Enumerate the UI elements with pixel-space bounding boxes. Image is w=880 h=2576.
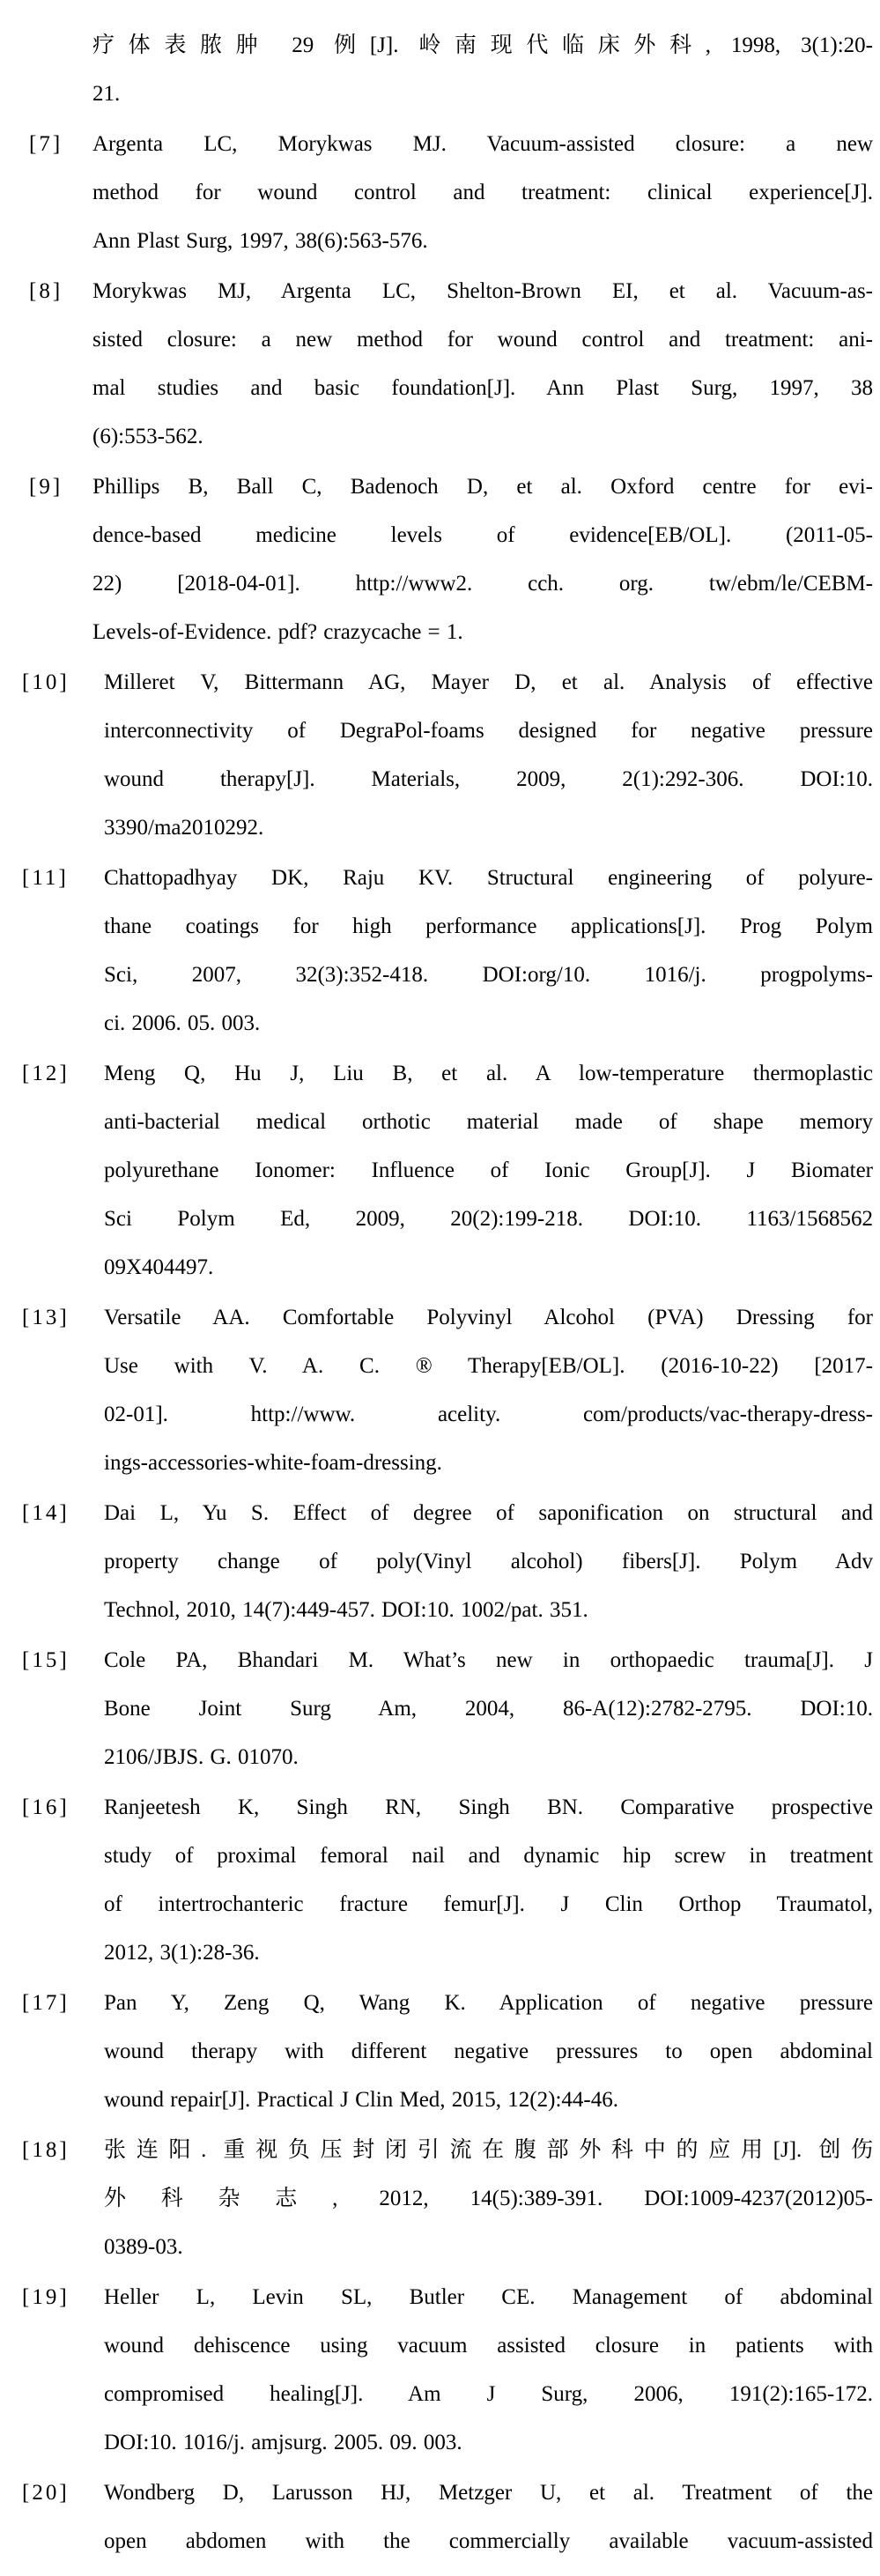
reference-line: 疗体表脓肿 29 例[J]. 岭南现代临床外科, 1998, 3(1):20- xyxy=(92,33,873,57)
reference-entry-14 xyxy=(0,1489,873,1634)
reference-text xyxy=(104,1049,873,1292)
reference-line: Wondberg D, Larusson HJ, Metzger U, et al. Treatment of the xyxy=(104,2481,873,2505)
reference-line: Use with V. A. C. ® Therapy[EB/OL]. (2016-10-22) [2017- xyxy=(104,1354,873,1378)
reference-line: 21. xyxy=(92,82,121,106)
reference-line: Milleret V, Bittermann AG, Mayer D, et al. Analysis of effective xyxy=(104,670,873,694)
reference-entry-20 xyxy=(0,2469,873,2565)
reference-number: [14] xyxy=(22,1501,70,1525)
reference-text xyxy=(104,2126,873,2271)
reference-line: Chattopadhyay DK, Raju KV. Structural engineering of polyure- xyxy=(104,866,873,890)
reference-line: polyurethane Ionomer: Influence of Ionic Group[J]. J Biomater xyxy=(104,1158,873,1182)
reference-number: [15] xyxy=(22,1648,70,1672)
reference-line: Versatile AA. Comfortable Polyvinyl Alcohol (PVA) Dressing for xyxy=(104,1306,873,1329)
reference-line: ci. 2006. 05. 003. xyxy=(104,1011,261,1035)
reference-line: Sci Polym Ed, 2009, 20(2):199-218. DOI:10. 1163/1568562 xyxy=(104,1207,873,1231)
reference-line: Phillips B, Ball C, Badenoch D, et al. Oxford centre for evi- xyxy=(92,475,873,499)
reference-entry-11 xyxy=(0,854,873,1047)
reference-number: [16] xyxy=(22,1795,70,1819)
reference-number: [10] xyxy=(22,670,70,694)
reference-line: 2012, 3(1):28-36. xyxy=(104,1941,260,1965)
reference-line: Ann Plast Surg, 1997, 38(6):563-576. xyxy=(92,229,428,253)
reference-number: [9] xyxy=(29,475,63,499)
reference-line: Argenta LC, Morykwas MJ. Vacuum-assisted closure: a new xyxy=(92,132,873,156)
reference-text xyxy=(104,658,873,852)
reference-line: Sci, 2007, 32(3):352-418. DOI:org/10. 1016/j. progpolyms- xyxy=(104,963,873,987)
reference-line: ings-accessories-white-foam-dressing. xyxy=(104,1451,442,1475)
reference-number: [11] xyxy=(22,866,69,890)
reference-line: DOI:10. 1016/j. amjsurg. 2005. 09. 003. xyxy=(104,2431,462,2454)
reference-number: [18] xyxy=(22,2138,70,2162)
reference-number: [8] xyxy=(29,279,63,303)
reference-text xyxy=(92,267,873,461)
reference-number: [19] xyxy=(22,2285,70,2309)
reference-text xyxy=(104,1636,873,1781)
reference-line: Morykwas MJ, Argenta LC, Shelton-Brown EI, et al. Vacuum-as- xyxy=(92,279,873,303)
reference-line: open abdomen with the commercially available vacuum-assisted xyxy=(104,2529,873,2553)
reference-entry-16 xyxy=(0,1783,873,1977)
reference-number: [7] xyxy=(29,132,63,156)
reference-line: method for wound control and treatment: clinical experience[J]. xyxy=(92,181,873,204)
reference-number: [12] xyxy=(22,1062,70,1085)
reference-text xyxy=(92,120,873,265)
reference-line: (6):553-562. xyxy=(92,425,203,448)
reference-line: compromised healing[J]. Am J Surg, 2006, 191(2):165-172. xyxy=(104,2382,873,2406)
reference-text xyxy=(104,1783,873,1977)
reference-line: 3390/ma2010292. xyxy=(104,816,264,840)
reference-line: Bone Joint Surg Am, 2004, 86-A(12):2782-2795. DOI:10. xyxy=(104,1697,873,1721)
reference-text xyxy=(104,1489,873,1634)
reference-line: anti-bacterial medical orthotic material made of shape memory xyxy=(104,1110,873,1134)
reference-entry-15 xyxy=(0,1636,873,1781)
reference-entry-8 xyxy=(0,267,873,461)
reference-line: Levels-of-Evidence. pdf? crazycache = 1. xyxy=(92,620,463,644)
reference-line: Meng Q, Hu J, Liu B, et al. A low-temperature thermoplastic xyxy=(104,1062,873,1085)
reference-number: [20] xyxy=(22,2481,70,2505)
reference-line: 22) [2018-04-01]. http://www2. cch. org. tw/ebm/le/CEBM- xyxy=(92,572,873,596)
reference-entry-13 xyxy=(0,1293,873,1487)
reference-line: Dai L, Yu S. Effect of degree of saponification on structural and xyxy=(104,1501,873,1525)
reference-entry-6-continuation xyxy=(0,21,873,118)
reference-number: [13] xyxy=(22,1306,70,1329)
reference-entry-19 xyxy=(0,2273,873,2467)
reference-line: Cole PA, Bhandari M. What’s new in orthopaedic trauma[J]. J xyxy=(104,1648,873,1672)
reference-text xyxy=(104,1293,873,1487)
reference-line: property change of poly(Vinyl alcohol) fibers[J]. Polym Adv xyxy=(104,1550,873,1573)
reference-line: wound therapy with different negative pressures to open abdominal xyxy=(104,2039,873,2063)
reference-line: mal studies and basic foundation[J]. Ann Plast Surg, 1997, 38 xyxy=(92,376,873,400)
reference-line: 02-01]. http://www. acelity. com/products/vac-therapy-dress- xyxy=(104,1403,873,1426)
reference-entry-18 xyxy=(0,2126,873,2271)
reference-line: thane coatings for high performance applications[J]. Prog Polym xyxy=(104,914,873,938)
reference-entry-10 xyxy=(0,658,873,852)
reference-line: interconnectivity of DegraPol-foams designed for negative pressure xyxy=(104,719,873,743)
reference-line: wound dehiscence using vacuum assisted closure in patients with xyxy=(104,2334,873,2358)
reference-text xyxy=(92,21,873,118)
reference-text xyxy=(104,1979,873,2124)
reference-entry-17 xyxy=(0,1979,873,2124)
reference-line: dence-based medicine levels of evidence[EB/OL]. (2011-05- xyxy=(92,523,873,547)
reference-number: [17] xyxy=(22,1991,70,2015)
reference-line: Technol, 2010, 14(7):449-457. DOI:10. 1002/pat. 351. xyxy=(104,1598,588,1622)
reference-entry-12 xyxy=(0,1049,873,1292)
reference-line: Pan Y, Zeng Q, Wang K. Application of negative pressure xyxy=(104,1991,873,2015)
reference-line: sisted closure: a new method for wound control and treatment: ani- xyxy=(92,328,873,352)
reference-text xyxy=(104,2469,873,2565)
reference-text xyxy=(104,2273,873,2467)
reference-line: 张连阳. 重视负压封闭引流在腹部外科中的应用[J]. 创伤 xyxy=(104,2138,873,2162)
reference-line: 0389-03. xyxy=(104,2235,183,2259)
reference-text xyxy=(92,463,873,656)
reference-line: wound repair[J]. Practical J Clin Med, 2015, 12(2):44-46. xyxy=(104,2088,618,2112)
reference-text xyxy=(104,854,873,1047)
reference-entry-7 xyxy=(0,120,873,265)
reference-line: 2106/JBJS. G. 01070. xyxy=(104,1745,299,1769)
reference-line: 09X404497. xyxy=(104,1255,214,1279)
reference-line: study of proximal femoral nail and dynamic hip screw in treatment xyxy=(104,1844,873,1868)
reference-line: of intertrochanteric fracture femur[J]. J Clin Orthop Traumatol, xyxy=(104,1892,873,1916)
reference-line: Ranjeetesh K, Singh RN, Singh BN. Comparative prospective xyxy=(104,1795,873,1819)
reference-line: Heller L, Levin SL, Butler CE. Management of abdominal xyxy=(104,2285,873,2309)
reference-line: 外科杂志, 2012, 14(5):389-391. DOI:1009-4237(2012)05- xyxy=(104,2187,873,2210)
reference-line: wound therapy[J]. Materials, 2009, 2(1):292-306. DOI:10. xyxy=(104,767,873,791)
reference-entry-9 xyxy=(0,463,873,656)
